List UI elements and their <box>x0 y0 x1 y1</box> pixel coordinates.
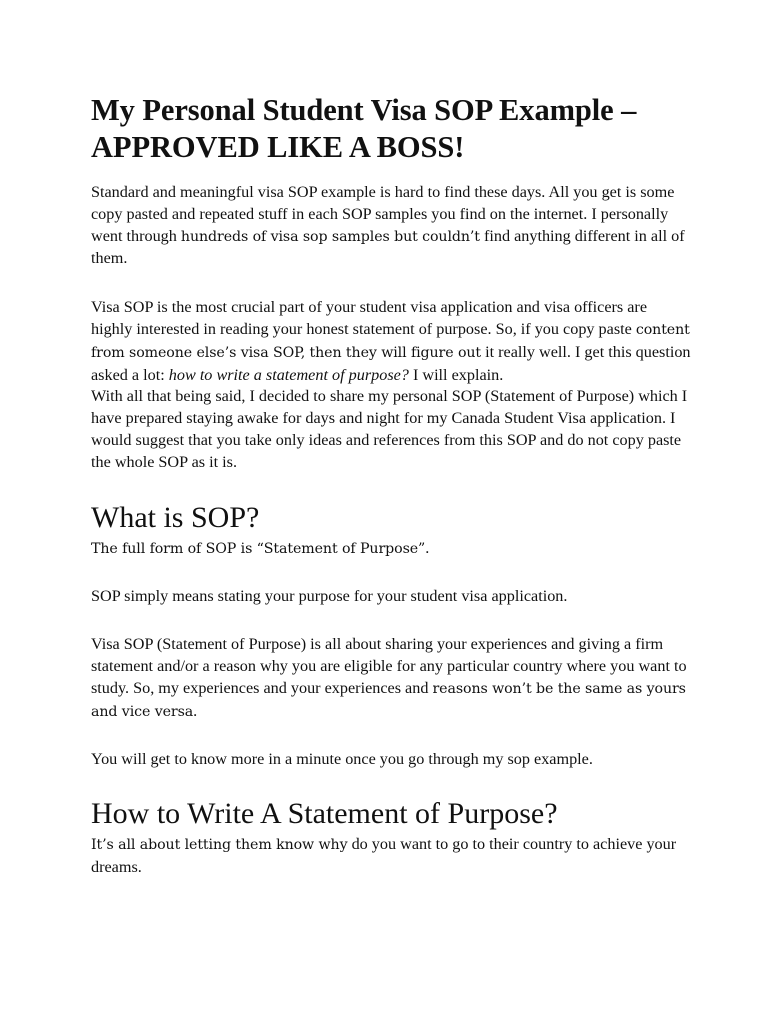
experiences-highlight: reasons won’t be the same as yours and vice versa <box>91 680 686 720</box>
document-page <box>91 92 691 879</box>
share-paragraph: With all that being said, I decided to share my personal SOP (Statement of Purpose) which I have prepared staying awake for days and night for my Canada Student Visa application. I would suggest that you take only ideas and references from this SOP and do not copy paste the whole SOP as it is. <box>91 387 688 471</box>
experiences-text-a: Visa SOP (Statement of Purpose) is all about sharing your experiences and giving a firm statement and/or a reason why you are eligible for any particular country where you want to study. So, my experiences and your experiences and <box>91 635 687 697</box>
importance-text-a: Visa SOP is the most crucial part of your student visa application and visa officers are highly interested in reading your honest statement of purpose. So, if you copy paste <box>91 298 648 338</box>
meaning-paragraph: SOP simply means stating your purpose for your student visa application. <box>91 587 568 606</box>
intro-highlight: hundreds of visa sop samples but couldn’t <box>180 228 480 245</box>
letting-know-text-b: do you want to go to their country to achieve your dreams. <box>91 835 677 876</box>
full-form-paragraph <box>91 538 691 561</box>
importance-question: how to write a statement of purpose? <box>168 365 409 384</box>
importance-text-e: I will explain. <box>408 365 504 384</box>
experiences-text-c: . <box>193 701 198 720</box>
letting-know-highlight: It’s all about letting them know why <box>91 837 348 854</box>
letting-know-paragraph <box>91 834 691 879</box>
importance-text-c: it really well. I get this question asked a lot: <box>91 342 691 384</box>
full-form-highlight: The full form of SOP is “Statement of Purpose” <box>91 540 426 557</box>
section-heading-what-is-sop: What is SOP? <box>91 500 260 534</box>
importance-paragraph <box>91 297 691 386</box>
title-line-2: APPROVED LIKE A BOSS! <box>91 130 465 164</box>
section-heading-how-to-write: How to Write A Statement of Purpose? <box>91 797 558 831</box>
experiences-paragraph <box>91 634 691 723</box>
title-line-1: My Personal Student Visa SOP Example – <box>91 93 637 127</box>
intro-text-c: find anything different in all of them. <box>91 226 685 268</box>
intro-paragraph <box>91 182 691 270</box>
know-more-paragraph: You will get to know more in a minute once you go through my sop example. <box>91 750 593 769</box>
full-form-period: . <box>425 538 430 557</box>
page-title <box>91 92 691 166</box>
importance-highlight: content from someone else’s visa SOP, then they will figure out <box>91 321 690 361</box>
intro-text-a: Standard and meaningful visa SOP example is hard to find these days. All you get is some copy pasted and repeated stuff in each SOP samples you find on the internet. I personally went through <box>91 183 675 245</box>
